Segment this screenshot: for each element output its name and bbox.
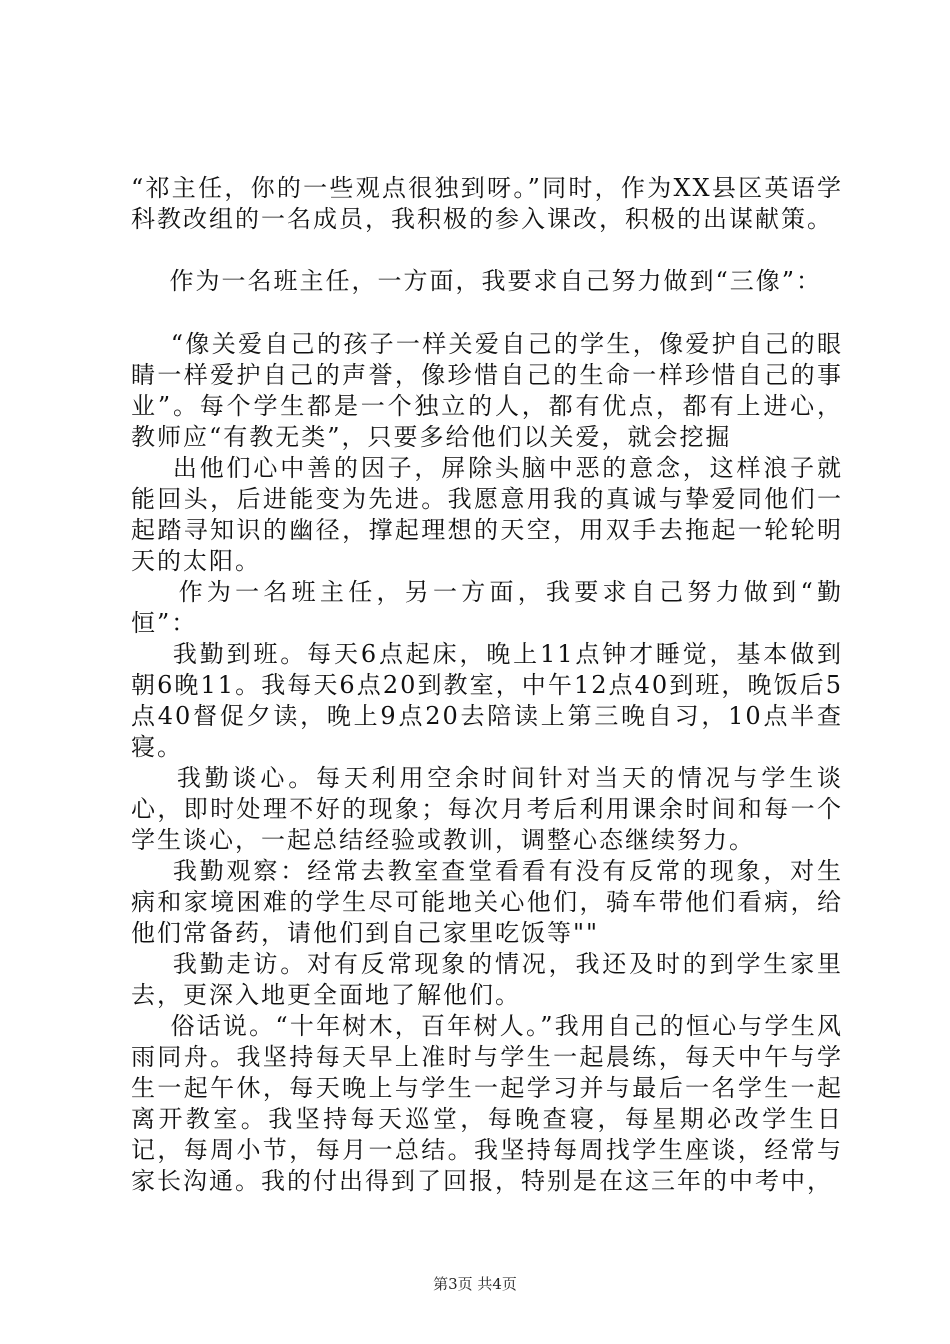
paragraph-2: 作为一名班主任，一方面，我要求自己努力做到“三像”：	[131, 267, 823, 295]
page-footer: 第3页 共4页	[433, 1275, 517, 1293]
paragraph-10: 俗话说。“十年树木，百年树人。”我用自己的恒心与学生风雨同舟。我坚持每天早上准时与学生一起晨练，每天中午与学生一起午休，每天晚上与学生一起学习并与最后一名学生一起离开教室。我坚持每天巡堂，每晚查寝，每星期必改学生日记，每周小节，每月一总结。我坚持每周找学生座谈，经常与家长沟通。我的付出得到了回报，特别是在这三年的中考中，	[131, 1012, 844, 1195]
paragraph-9: 我勤走访。对有反常现象的情况，我还及时的到学生家里去，更深入地更全面地了解他们。	[131, 950, 844, 1009]
paragraph-3: “像关爱自己的孩子一样关爱自己的学生，像爱护自己的眼睛一样爱护自己的声誉，像珍惜自己的生命一样珍惜自己的事业”。每个学生都是一个独立的人，都有优点，都有上进心，教师应“有教无类”，只要多给他们以关爱，就会挖掘	[131, 330, 843, 451]
paragraph-1: “祁主任，你的一些观点很独到呀。”同时，作为XX县区英语学科教改组的一名成员，我积极的参入课改，积极的出谋献策。	[131, 174, 843, 233]
paragraph-6: 我勤到班。每天6点起床，晚上11点钟才睡觉，基本做到朝6晚11。我每天6点20到教室，中午12点40到班，晚饭后5点40督促夕读，晚上9点20去陪读上第三晚自习，10点半查寝。	[131, 640, 844, 761]
paragraph-7: 我勤谈心。每天利用空余时间针对当天的情况与学生谈心，即时处理不好的现象；每次月考后利用课余时间和每一个学生谈心，一起总结经验或教训，调整心态继续努力。	[131, 764, 844, 854]
paragraph-5: 作为一名班主任，另一方面，我要求自己努力做到“勤恒”：	[131, 578, 843, 637]
paragraph-4: 出他们心中善的因子，屏除头脑中恶的意念，这样浪子就能回头，后进能变为先进。我愿意用我的真诚与挚爱同他们一起踏寻知识的幽径，撑起理想的天空，用双手去拖起一轮轮明天的太阳。	[131, 454, 844, 575]
paragraph-8: 我勤观察：经常去教室查堂看看有没有反常的现象，对生病和家境困难的学生尽可能地关心他们，骑车带他们看病，给他们常备药，请他们到自己家里吃饭等""	[131, 857, 844, 947]
